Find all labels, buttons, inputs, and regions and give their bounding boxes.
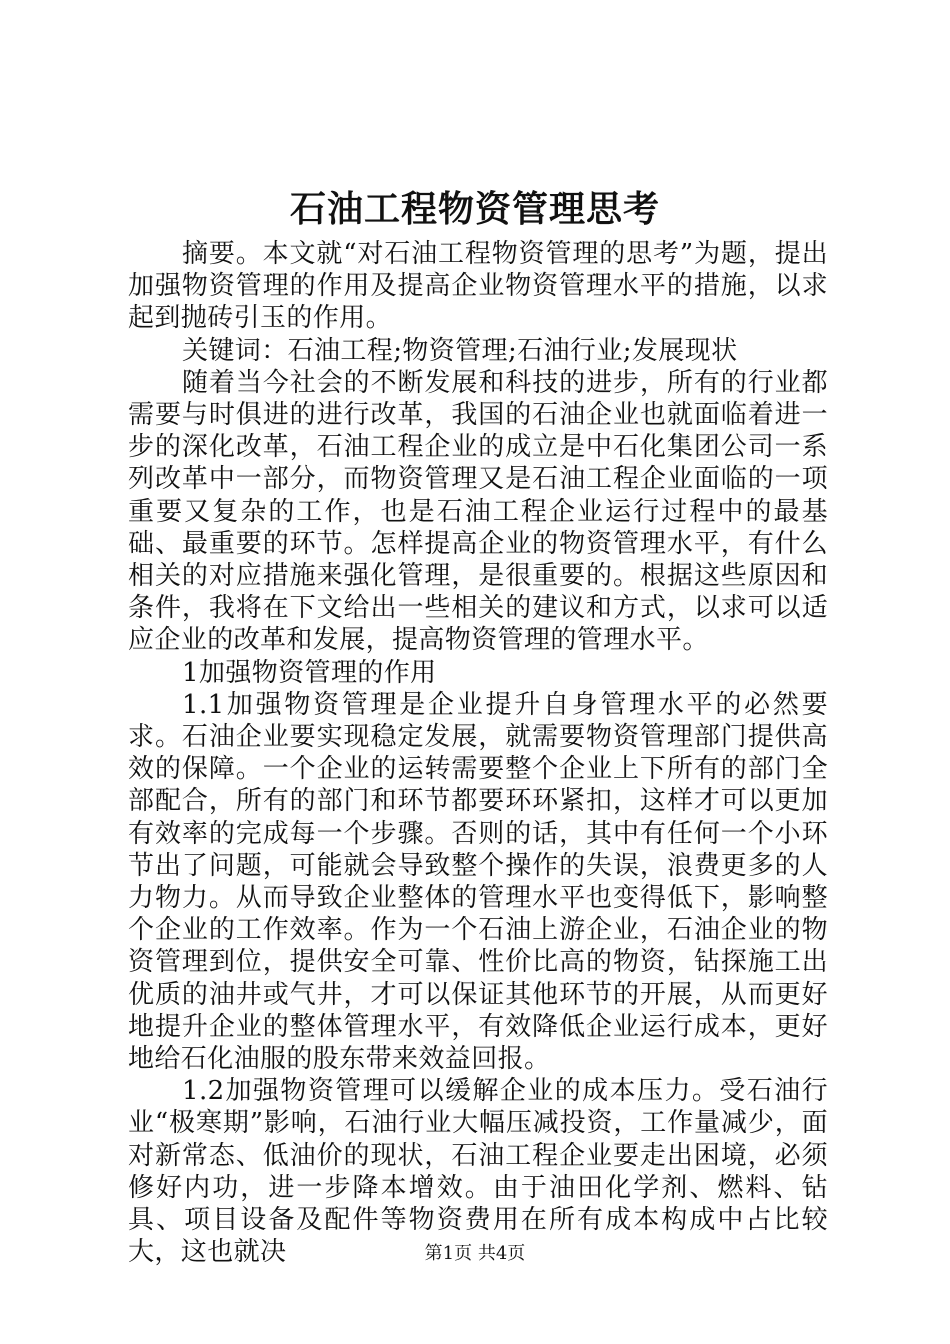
abstract-paragraph: 摘要。本文就“对石油工程物资管理的思考”为题，提出加强物资管理的作用及提高企业物资管理水平的措施，以求起到抛砖引玉的作用。 [128,239,828,334]
page-number-footer: 第1页 共4页 [424,1243,526,1264]
section-1-1-paragraph: 1.1加强物资管理是企业提升自身管理水平的必然要求。石油企业要实现稳定发展，就需要物资管理部门提供高效的保障。一个企业的运转需要整个企业上下所有的部门全部配合，所有的部门和环节都要环环紧扣，这样才可以更加有效率的完成每一个步骤。否则的话，其中有任何一个小环节出了问题，可能就会导致整个操作的失误，浪费更多的人力物力。从而导致企业整体的管理水平也变得低下，影响整个企业的工作效率。作为一个石油上游企业，石油企业的物资管理到位，提供安全可靠、性价比高的物资，钻探施工出优质的油井或气井，才可以保证其他环节的开展，从而更好地提升企业的整体管理水平，有效降低企业运行成本，更好地给石化油服的股东带来效益回报。 [128,689,828,1075]
intro-paragraph: 随着当今社会的不断发展和科技的进步，所有的行业都需要与时俱进的进行改革，我国的石油企业也就面临着进一步的深化改革，石油工程企业的成立是中石化集团公司一系列改革中一部分，而物资管理又是石油工程企业面临的一项重要又复杂的工作，也是石油工程企业运行过程中的最基础、最重要的环节。怎样提高企业的物资管理水平，有什么相关的对应措施来强化管理，是很重要的。根据这些原因和条件，我将在下文给出一些相关的建议和方式，以求可以适应企业的改革和发展，提高物资管理的管理水平。 [128,367,828,656]
document-title: 石油工程物资管理思考 [289,188,660,230]
document-body [128,238,828,1269]
keywords-paragraph: 关键词：石油工程;物资管理;石油行业;发展现状 [182,335,738,366]
section-heading: 1加强物资管理的作用 [182,657,437,688]
section-1-2-paragraph: 1.2加强物资管理可以缓解企业的成本压力。受石油行业“极寒期”影响，石油行业大幅压减投资，工作量减少，面对新常态、低油价的现状，石油工程企业要走出困境，必须修好内功，进一步降本增效。由于油田化学剂、燃料、钻具、项目设备及配件等物资费用在所有成本构成中占比较大，这也就决 [128,1076,828,1268]
